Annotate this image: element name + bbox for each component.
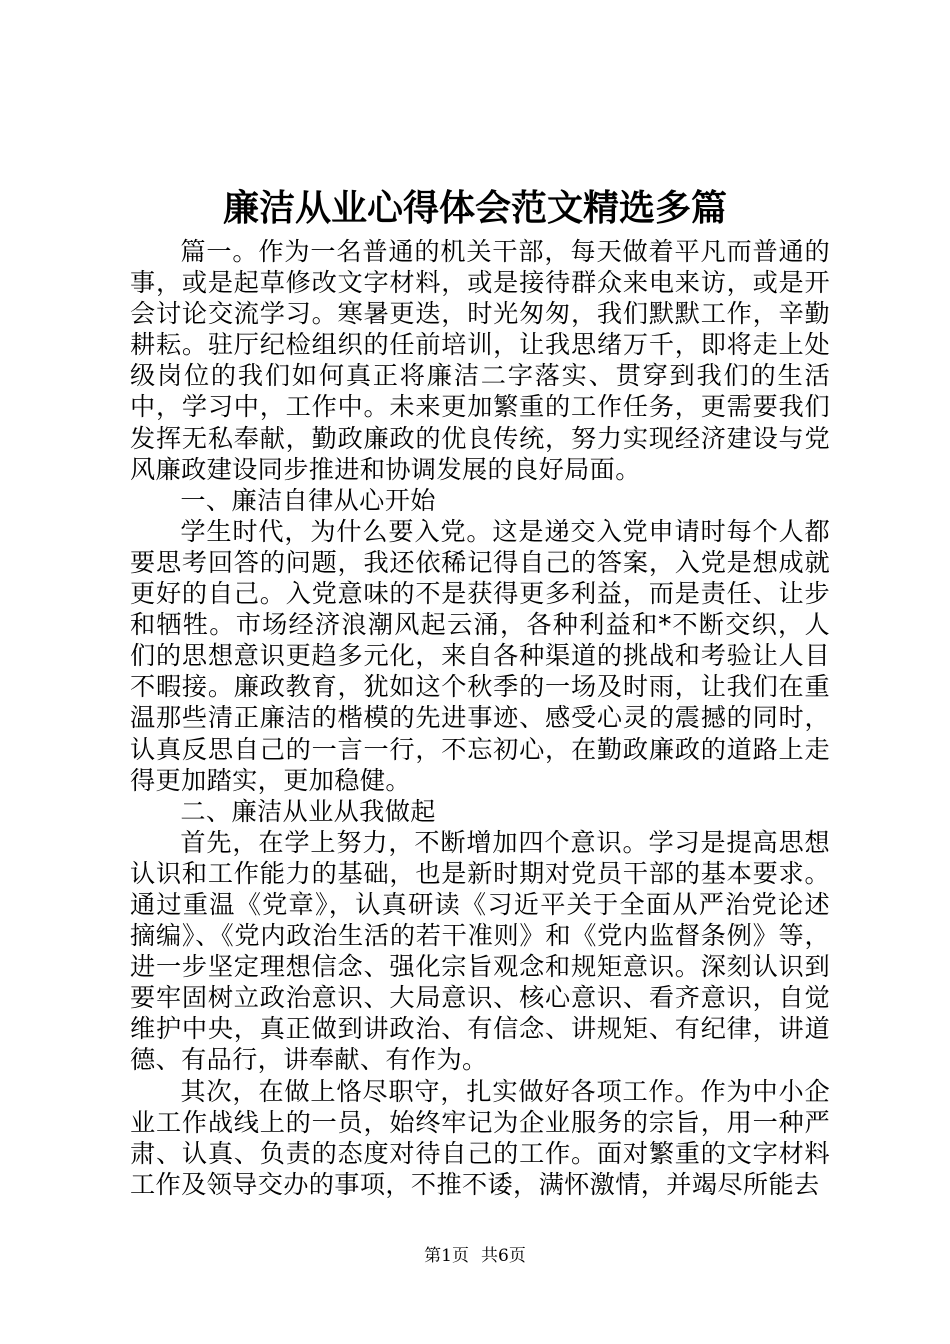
document-title: 廉洁从业心得体会范文精选多篇 <box>222 187 727 229</box>
paragraph: 篇一。作为一名普通的机关干部，每天做着平凡而普通的事，或是起草修改文字材料，或是接待群众来电来访，或是开会讨论交流学习。寒暑更迭，时光匆匆，我们默默工作，辛勤耕耘。驻厅纪检组织的任前培训，让我思绪万千，即将走上处级岗位的我们如何真正将廉洁二字落实、贯穿到我们的生活中，学习中，工作中。未来更加繁重的工作任务，更需要我们发挥无私奉献，勤政廉政的优良传统，努力实现经济建设与党风廉政建设同步推进和协调发展的良好局面。 <box>130 237 830 484</box>
page-footer <box>0 1244 950 1268</box>
paragraph: 首先，在学上努力，不断增加四个意识。学习是提高思想认识和工作能力的基础，也是新时期对党员干部的基本要求。通过重温《党章》，认真研读《习近平关于全面从严治党论述摘编》、《党内政治生活的若干准则》和《党内监督条例》等，进一步坚定理想信念、强化宗旨观念和规矩意识。深刻认识到要牢固树立政治意识、大局意识、核心意识、看齐意识，自觉维护中央，真正做到讲政治、有信念、讲规矩、有纪律，讲道德、有品行，讲奉献、有作为。 <box>130 827 830 1075</box>
section-heading: 二、廉洁从业从我做起 <box>180 796 436 826</box>
paragraph: 学生时代，为什么要入党。这是递交入党申请时每个人都要思考回答的问题，我还依稀记得自己的答案，入党是想成就更好的自己。入党意味的不是获得更多利益，而是责任、让步和牺牲。市场经济浪潮风起云涌，各种利益和*不断交织，人们的思想意识更趋多元化，来自各种渠道的挑战和考验让人目不暇接。廉政教育，犹如这个秋季的一场及时雨，让我们在重温那些清正廉洁的楷模的先进事迹、感受心灵的震撼的同时，认真反思自己的一言一行，不忘初心，在勤政廉政的道路上走得更加踏实，更加稳健。 <box>130 516 830 795</box>
page-number: 第1页 <box>424 1246 469 1266</box>
document-body <box>130 236 830 1200</box>
paragraph: 其次，在做上恪尽职守，扎实做好各项工作。作为中小企业工作战线上的一员，始终牢记为企业服务的宗旨，用一种严肃、认真、负责的态度对待自己的工作。面对繁重的文字材料工作及领导交办的事项，不推不诿，满怀激情，并竭尽所能去 <box>130 1076 830 1199</box>
page-total: 共6页 <box>481 1246 526 1266</box>
section-heading: 一、廉洁自律从心开始 <box>180 485 436 515</box>
